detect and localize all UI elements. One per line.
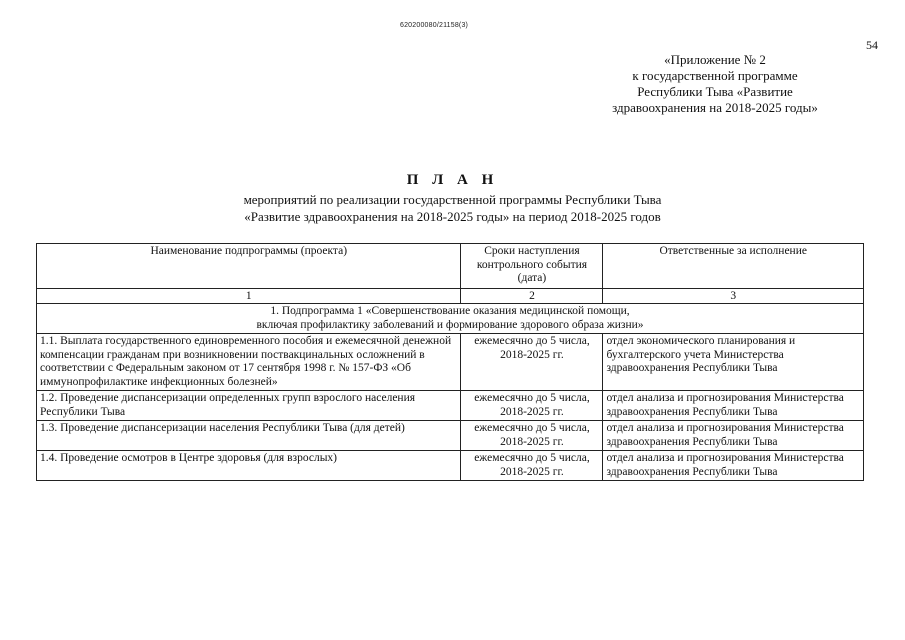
table-row [37,421,864,451]
row-responsible: отдел анализа и прогнозирования Министерства здравоохранения Республики Тыва [603,421,864,451]
section-title [37,304,864,334]
row-name: 1.1. Выплата государственного единовременного пособия и ежемесячной денежной компенсации гражданам при возникновении поствакцинальных осложнений в соответствии с Федеральным законом от 17 сентября 1998 г. № 157-ФЗ «Об иммунопрофилактике инфекционных болезней» [37,334,461,391]
row-name: 1.3. Проведение диспансеризации населения Республики Тыва (для детей) [37,421,461,451]
row-term: ежемесячно до 5 числа, 2018-2025 гг. [461,391,603,421]
section-line: включая профилактику заболеваний и формирование здорового образа жизни» [256,318,644,331]
row-name: 1.4. Проведение осмотров в Центре здоровья (для взрослых) [37,451,461,481]
row-term: ежемесячно до 5 числа, 2018-2025 гг. [461,451,603,481]
table-header-row [37,244,864,289]
table-row [37,451,864,481]
page-number: 54 [866,38,878,52]
header-name: Наименование подпрограммы (проекта) [37,244,461,289]
section-row [37,304,864,334]
appendix-note [560,52,870,116]
row-responsible: отдел анализа и прогнозирования Министерства здравоохранения Республики Тыва [603,451,864,481]
row-responsible: отдел анализа и прогнозирования Министерства здравоохранения Республики Тыва [603,391,864,421]
appendix-line: Республики Тыва «Развитие [637,84,793,99]
header-responsible: Ответственные за исполнение [603,244,864,289]
column-number: 2 [461,289,603,304]
table-row [37,391,864,421]
plan-table [36,243,864,481]
appendix-line: «Приложение № 2 [664,52,766,67]
document-subtitle [0,191,905,225]
subtitle-line: «Развитие здравоохранения на 2018-2025 годы» на период 2018-2025 годов [244,209,661,224]
row-term: ежемесячно до 5 числа, 2018-2025 гг. [461,421,603,451]
section-line: 1. Подпрограмма 1 «Совершенствование оказания медицинской помощи, [270,305,630,317]
appendix-line: здравоохранения на 2018-2025 годы» [612,100,818,115]
document-barcode-number: 620200080/21158(3) [400,22,469,29]
document-title: П Л А Н [406,172,499,188]
column-number: 1 [37,289,461,304]
subtitle-line: мероприятий по реализации государственной программы Республики Тыва [243,192,662,207]
appendix-line: к государственной программе [632,68,798,83]
header-term: Сроки наступления контрольного события (дата) [461,244,603,289]
column-number-row [37,289,864,304]
row-term: ежемесячно до 5 числа, 2018-2025 гг. [461,334,603,391]
table-row [37,334,864,391]
row-name: 1.2. Проведение диспансеризации определенных групп взрослого населения Республики Тыва [37,391,461,421]
row-responsible: отдел экономического планирования и бухгалтерского учета Министерства здравоохранения Республики Тыва [603,334,864,391]
column-number: 3 [603,289,864,304]
